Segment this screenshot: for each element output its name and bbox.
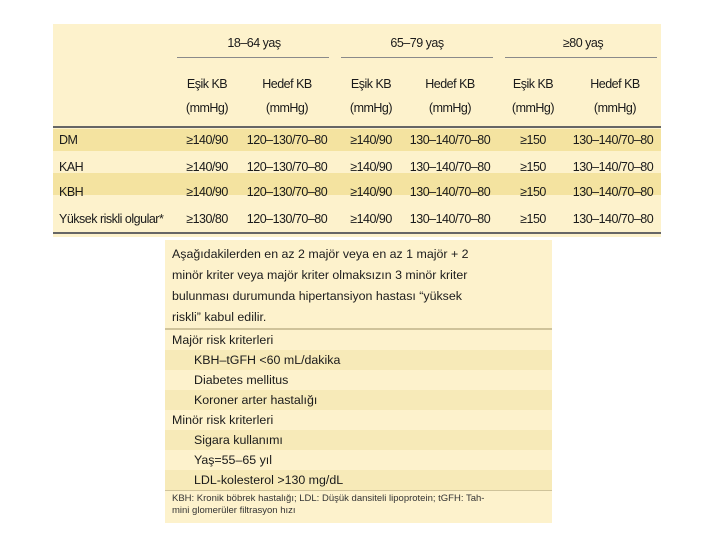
minor-criterion: LDL-kolesterol >130 mg/dL [194, 473, 344, 487]
column-header-unit: (mmHg) [349, 101, 393, 115]
minor-criterion: Yaş=55–65 yıl [194, 453, 272, 467]
list-item [165, 370, 552, 390]
age-group-header: ≥80 yaş [562, 36, 604, 50]
column-header-threshold: Eşik KB [350, 77, 392, 91]
minor-criteria-title: Minör risk kriterleri [172, 413, 274, 427]
table-cell: 120–130/70–80 [246, 185, 328, 199]
footnote-line: KBH: Kronik böbrek hastalığı; LDL: Düşük dansiteli lipoprotein; tGFH: Tah- [172, 493, 485, 504]
table-cell: ≥140/90 [186, 185, 228, 199]
table-cell: 120–130/70–80 [246, 212, 328, 226]
age-group-header: 65–79 yaş [390, 36, 444, 50]
footnote-line: mini glomerüler filtrasyon hızı [172, 505, 296, 516]
intro-line: bulunması durumunda hipertansiyon hastası “yüksek [172, 289, 462, 303]
table-cell: ≥140/90 [350, 185, 392, 199]
list-item-major-title [165, 330, 552, 350]
table-cell: 130–140/70–80 [572, 185, 654, 199]
table-bottom-rule [53, 232, 661, 234]
column-header-unit: (mmHg) [265, 101, 309, 115]
table-cell: ≥150 [520, 212, 546, 226]
list-item-minor-title [165, 410, 552, 430]
table-cell: ≥140/90 [350, 212, 392, 226]
footnote-divider [165, 490, 552, 491]
table-cell: ≥140/90 [350, 133, 392, 147]
row-label: KAH [59, 160, 84, 174]
table-cell: 130–140/70–80 [572, 160, 654, 174]
column-header-target: Hedef KB [262, 77, 312, 91]
major-criterion: Diabetes mellitus [194, 373, 289, 387]
table-cell: 130–140/70–80 [409, 160, 491, 174]
major-criterion: Koroner arter hastalığı [194, 393, 318, 407]
list-item [165, 470, 552, 490]
intro-line: riskli” kabul edilir. [172, 310, 267, 324]
bp-target-table [53, 24, 661, 237]
column-header-threshold: Eşik KB [512, 77, 554, 91]
table-cell: ≥150 [520, 160, 546, 174]
table-cell: 130–140/70–80 [572, 212, 654, 226]
row-label: Yüksek riskli olgular* [59, 212, 164, 226]
group-divider [177, 57, 329, 58]
table-cell: 120–130/70–80 [246, 133, 328, 147]
column-header-target: Hedef KB [425, 77, 475, 91]
risk-criteria-box [165, 240, 552, 523]
column-header-threshold: Eşik KB [186, 77, 228, 91]
table-cell: 130–140/70–80 [409, 133, 491, 147]
intro-line: minör kriter veya majör kriter olmaksızın 3 minör kriter [172, 268, 468, 282]
risk-intro-text [172, 244, 547, 326]
group-divider [505, 57, 657, 58]
list-item [165, 430, 552, 450]
table-cell: ≥140/90 [186, 160, 228, 174]
table-cell: 130–140/70–80 [572, 133, 654, 147]
footnote [172, 493, 550, 517]
table-cell: 120–130/70–80 [246, 160, 328, 174]
table-cell: 130–140/70–80 [409, 212, 491, 226]
age-group-header: 18–64 yaş [227, 36, 281, 50]
minor-criterion: Sigara kullanımı [194, 433, 283, 447]
column-header-unit: (mmHg) [428, 101, 472, 115]
row-label: DM [59, 133, 78, 147]
column-header-unit: (mmHg) [593, 101, 637, 115]
column-header-unit: (mmHg) [511, 101, 555, 115]
table-cell: 130–140/70–80 [409, 185, 491, 199]
major-criteria-title: Majör risk kriterleri [172, 333, 274, 347]
intro-line: Aşağıdakilerden en az 2 majör veya en az 1 majör + 2 [172, 247, 469, 261]
list-item [165, 390, 552, 410]
table-cell: ≥140/90 [350, 160, 392, 174]
header-rule [53, 126, 661, 128]
major-criterion: KBH–tGFH <60 mL/dakika [194, 353, 341, 367]
table-cell: ≥130/80 [186, 212, 228, 226]
table-cell: ≥150 [520, 133, 546, 147]
row-label: KBH [59, 185, 84, 199]
list-item [165, 450, 552, 470]
group-divider [341, 57, 493, 58]
column-header-unit: (mmHg) [185, 101, 229, 115]
list-item [165, 350, 552, 370]
column-header-target: Hedef KB [590, 77, 640, 91]
table-cell: ≥150 [520, 185, 546, 199]
table-cell: ≥140/90 [186, 133, 228, 147]
